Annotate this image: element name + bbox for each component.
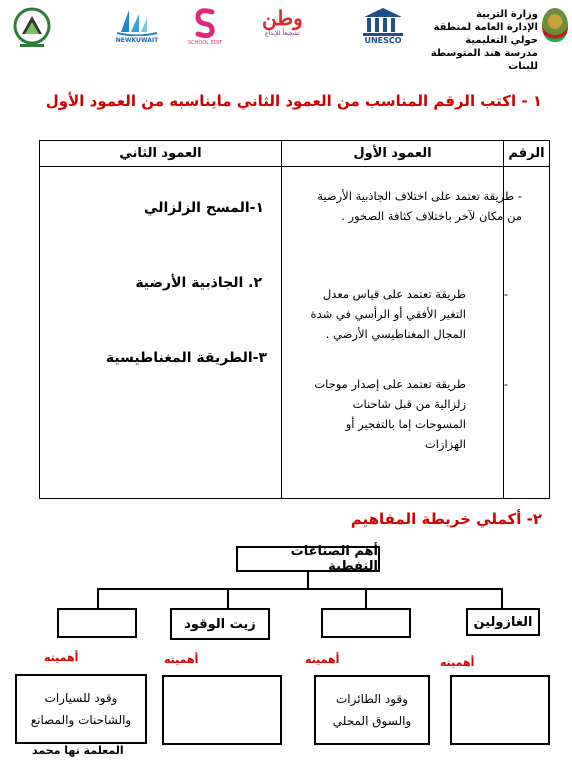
col2-item: ١-المسح الزلزالي (144, 200, 264, 216)
concept-child-gasoline: الغازولين (466, 608, 540, 636)
col1-item: طريقة تعتمد على إصدار موجات زلزالية من قبل شاحنات المسوحات إما بالتفجير أو الهزازات (314, 377, 466, 451)
ministry-line: الإدارة العامة لمنطقة حولي التعليمية (433, 22, 538, 46)
concept-child-blank[interactable] (321, 608, 411, 638)
watan-caption: تشجيعاً للإبداع (265, 30, 300, 37)
answer-box (314, 675, 430, 745)
col1-dash: - (503, 287, 508, 301)
answer-box-fuel-oil[interactable] (162, 675, 282, 745)
col2-item: ٢. الجاذبية الأرضية (135, 275, 262, 291)
col1-item: - طريقة تعتمد على اختلاف الجاذبية الأرضية من مكان لآخر باختلاف كثافة الصخور . (317, 189, 522, 223)
importance-label: أهميته (440, 656, 475, 669)
concept-child-blank[interactable] (57, 608, 137, 638)
watan-label: وطن (262, 6, 303, 30)
col2-item: ٣-الطريقة المغناطيسية (105, 350, 267, 366)
col1-item: طريقة تعتمد على قياس معدل التغير الأفقي أو الرأسي في شدة المجال المغناطيسي الأرضي . (310, 287, 466, 341)
header-number: الرقم (504, 141, 550, 167)
importance-label: أهميته (44, 651, 79, 664)
answer-line: وقود للسيارات (44, 691, 118, 705)
ministry-line: وزارة التربية (476, 9, 538, 20)
watan-logo (262, 6, 303, 37)
ministry-header (418, 8, 568, 73)
branch-line (97, 588, 503, 590)
question-1-title: ١ - اكتب الرقم المناسب من العمود الثاني مايناسبه من العمود الأول (45, 92, 542, 110)
s-letter-icon (192, 6, 218, 40)
sherif-label: SCHOOL EDIT (188, 40, 223, 46)
answer-box-gasoline[interactable] (450, 675, 550, 745)
branch-drop-line (365, 588, 367, 610)
question-2-title: ٢- أكملي خريطة المفاهيم (350, 510, 542, 528)
col1-dash: - (503, 377, 508, 391)
sail-icon (111, 6, 163, 36)
answer-line: والسوق المحلي (332, 714, 412, 728)
branch-drop-line (501, 588, 503, 610)
kuwait-emblem-icon (542, 8, 568, 42)
header-col1: العمود الأول (282, 141, 504, 167)
teacher-signature: المعلمة نها محمد (32, 744, 124, 757)
school-logo (12, 6, 52, 50)
branch-drop-line (227, 588, 229, 610)
sherif-logo (188, 6, 222, 46)
unesco-label: UNESCO (364, 36, 402, 45)
temple-icon (360, 6, 406, 36)
school-emblem-icon (12, 6, 52, 50)
ministry-line: مدرسة هند المتوسطة للبنات (430, 48, 538, 72)
col2-cell (40, 167, 282, 499)
importance-label: أهميته (164, 653, 199, 666)
unesco-logo (360, 6, 406, 45)
answer-box (15, 674, 147, 744)
concept-root: أهم الصناعات النفطية (236, 546, 380, 572)
new-kuwait-label: NEWKUWAIT (115, 37, 159, 44)
answer-line: والشاحنات والمصانع (30, 713, 132, 727)
answer-line: وقود الطائرات (336, 692, 408, 706)
branch-drop-line (97, 588, 99, 610)
new-kuwait-logo (111, 6, 163, 44)
concept-child-fuel-oil: زيت الوقود (170, 608, 270, 640)
importance-label: أهميته (305, 653, 340, 666)
header-col2: العمود الثاني (40, 141, 282, 167)
